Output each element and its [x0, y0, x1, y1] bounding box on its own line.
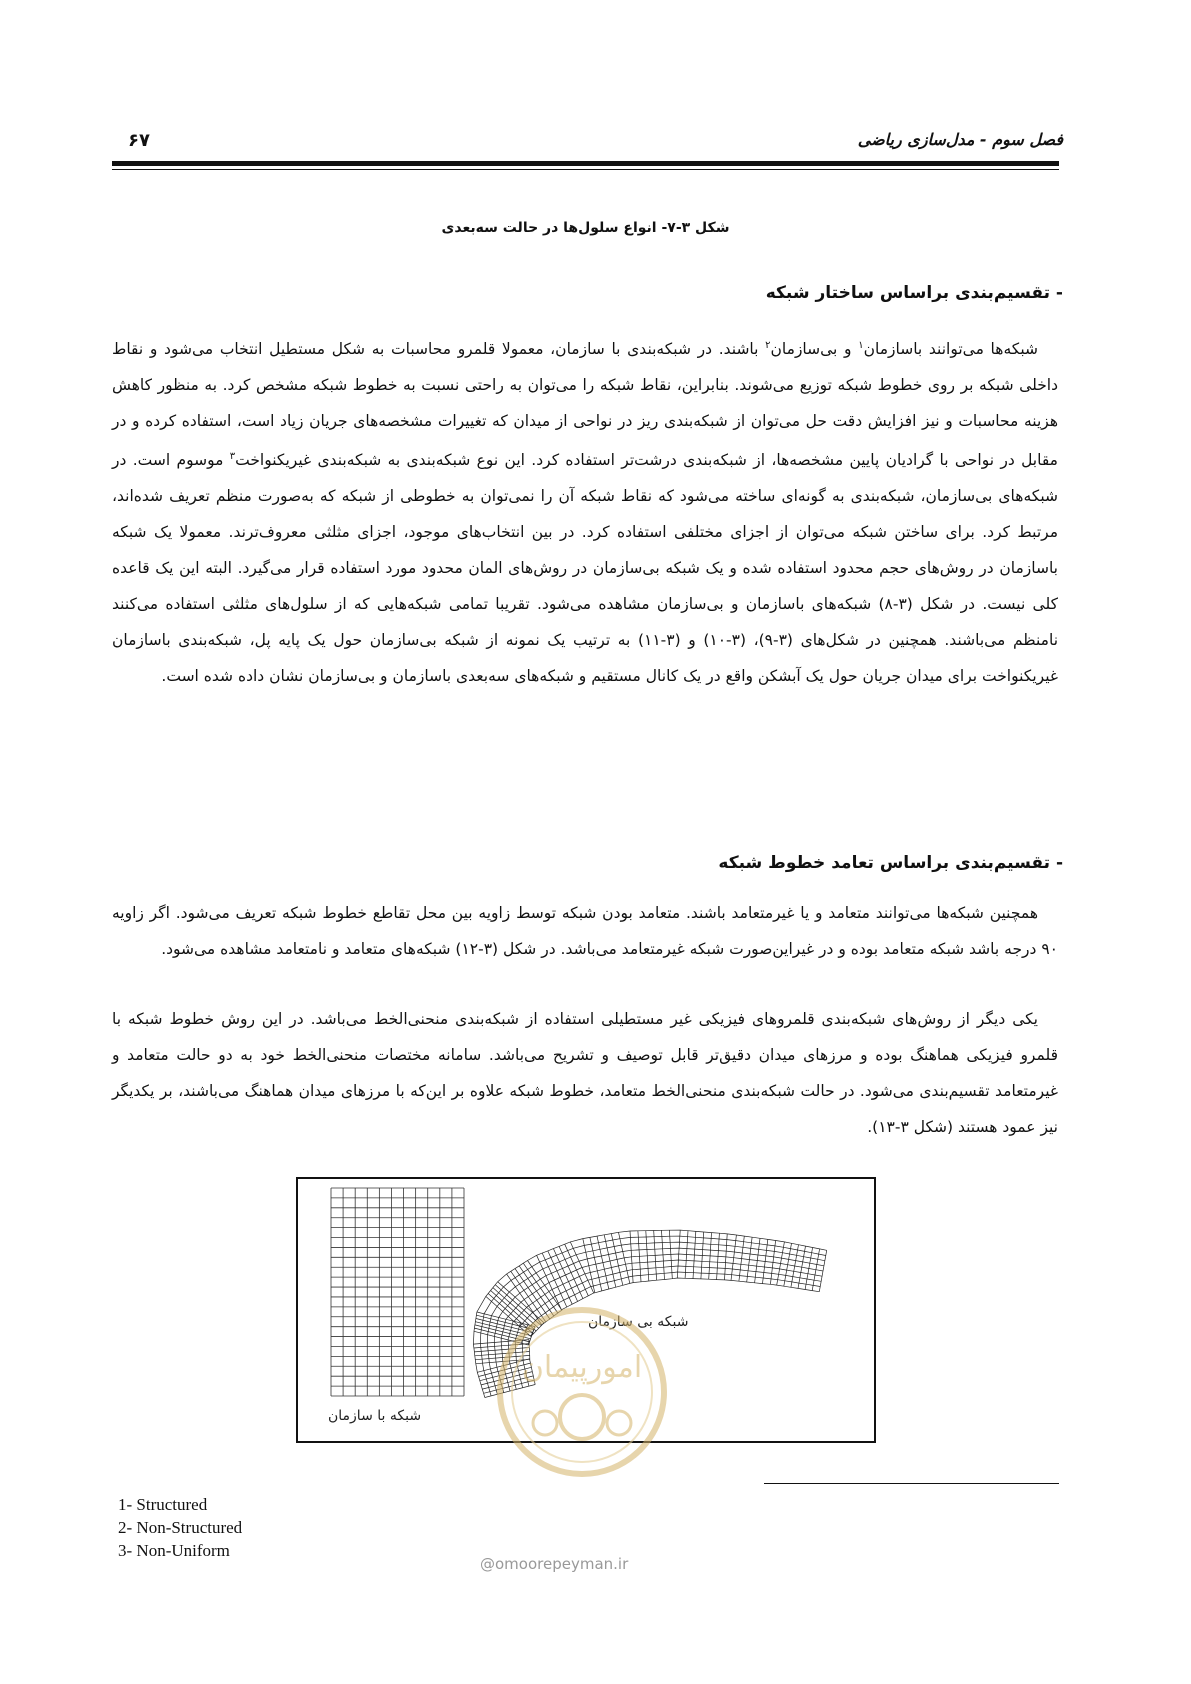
footnote-ref-2: ۲ — [765, 340, 771, 351]
grid-line — [812, 1249, 819, 1291]
grid-line — [565, 1244, 589, 1296]
grid-line — [805, 1248, 813, 1290]
page-number: ۶۷ — [128, 130, 150, 151]
grid-line — [570, 1242, 593, 1293]
footnote-ref-1: ۱ — [858, 340, 864, 351]
grid-line — [583, 1239, 595, 1293]
label-unstructured: شبکه بی سازمان — [588, 1314, 689, 1330]
grid-line — [542, 1253, 567, 1307]
para-text: و بی‌سازمان — [770, 340, 859, 359]
grid-line — [784, 1243, 792, 1286]
footnote-2: 2- Non-Structured — [118, 1518, 243, 1537]
grid-line — [597, 1236, 609, 1289]
para-text: شبکه‌ها می‌توانند باسازمان — [863, 340, 1038, 359]
grid-line — [553, 1249, 577, 1302]
header-rule — [112, 161, 1059, 166]
paragraph-orthogonality: همچنین شبکه‌ها می‌توانند متعامد و یا غیرمتعامد باشند. متعامد بودن شبکه توسط زاویه بین محل تقاطع خطوط شبکه تعریف می‌شود. اگر زاویه ۹۰ درجه باشد شبکه متعامد بوده و در غیراین‌صورت شبکه غیرمتعامد می‌باشد. در شکل (۳-۱۲) شبکه‌های متعامد و نامتعامد مشاهده می‌شود. — [112, 904, 1058, 958]
grid-line — [819, 1250, 826, 1291]
label-structured: شبکه با سازمان — [328, 1408, 422, 1424]
paragraph-structure — [112, 328, 1058, 694]
grid-line — [798, 1246, 806, 1288]
structured-grid — [331, 1188, 464, 1396]
grid-line — [537, 1255, 562, 1310]
watermark-seal — [495, 1305, 670, 1480]
chapter-title: فصل سوم - مدل‌سازی ریاضی — [857, 130, 1063, 149]
footnotes — [118, 1493, 242, 1562]
grid-line — [548, 1251, 572, 1304]
section-heading-structure: - تقسیم‌بندی براساس ساختار شبکه — [765, 283, 1063, 303]
watermark-url: @omoorepeyman.ir — [480, 1555, 629, 1573]
header-rule-thin — [112, 169, 1059, 170]
footnote-rule — [764, 1483, 1059, 1484]
footnote-ref-3: ۳ — [229, 451, 236, 463]
watermark-logo-text: امورپیمان — [521, 1350, 643, 1385]
para-text: باشند. در شبکه‌بندی با سازمان، معمولا قلمرو محاسبات به شکل مستطیل انتخاب می‌شود و نقاط داخلی شبکه بر روی خطوط شبکه توزیع می‌شوند. بنابراین، نقاط شبکه را می‌توان به راحتی نسبت به خطوط شبکه مشخص کرد. به منظور کاهش هزینه محاسبات و نیز افزایش دقت حل می‌توان از شبکه‌بندی ریز در نواحی از میدان که تغییرات مشخصه‌های جریان زیاد است، استفاده کرده و در مقابل در نواحی با گرادیان پایین مشخصه‌ها، از شبکه‌بندی درشت‌تر استفاده کرد. این نوع شبکه‌بندی به شبکه‌بندی غیریکنواخت — [112, 340, 1058, 470]
grid-line — [619, 1232, 630, 1283]
grid-line — [604, 1235, 616, 1287]
para-text: موسوم است. در شبکه‌های بی‌سازمان، شبکه‌بندی به گونه‌ای ساخته می‌شود که نقاط شبکه آن را نمی‌توان به خطوطی از شبکه که به‌صورت منظم تعریف شده‌اند، مرتبط کرد. برای ساختن شبکه می‌توان از اجزای مختلفی استفاده کرد. در بین انتخاب‌های موجود، اجزای مثلثی معروف‌ترند. معمولا یک شبکه باسازمان در روش‌های حجم محدود استفاده شده و یک شبکه بی‌سازمان در روش‌های المان محدود مورد استفاده قرار می‌گیرد. البته این یک قاعده کلی نیست. در شکل (۳-۸) شبکه‌های باسازمان و بی‌سازمان مشاهده می‌شود. تقریبا تمامی شبکه‌هایی که از سلول‌های مثلثی استفاده می‌کنند نامنظم می‌باشند. همچنین در شکل‌های (۳-۹)، (۳-۱۰) و (۳-۱۱) به ترتیب یک نمونه از شبکه بی‌سازمان حول یک پایه پل، شبکه‌بندی باسازمان غیریکنواخت برای میدان جریان حول یک آبشکن واقع در یک کانال مستقیم و شبکه‌های سه‌بعدی باسازمان و بی‌سازمان نشان داده شده است. — [112, 451, 1059, 686]
grid-line — [777, 1242, 785, 1285]
grid-line — [590, 1237, 602, 1291]
footnote-3: 3- Non-Uniform — [118, 1541, 230, 1560]
figure-caption: شکل ۳-۷- انواع سلول‌ها در حالت سه‌بعدی — [441, 220, 730, 236]
grid-line — [791, 1245, 799, 1288]
footnote-1: 1- Structured — [118, 1495, 208, 1514]
paragraph-curvilinear: یکی دیگر از روش‌های شبکه‌بندی قلمروهای فیزیکی غیر مستطیلی استفاده از شبکه‌بندی منحنی‌الخط می‌باشد. در این روش خطوط شبکه با قلمرو فیزیکی هماهنگ بوده و مرزهای میدان دقیق‌تر قابل توصیف و تشریح می‌باشد. سامانه مختصات منحنی‌الخط خود به دو حالت متعامد و غیرمتعامد تقسیم‌بندی می‌شود. در حالت شبکه‌بندی منحنی‌الخط متعامد، خطوط شبکه علاوه بر این‌که با مرزهای میدان هماهنگ می‌باشند، بر یکدیگر نیز عمود هستند (شکل ۳-۱۳). — [112, 1010, 1058, 1136]
section-heading-orthogonality: - تقسیم‌بندی براساس تعامد خطوط شبکه — [718, 853, 1063, 873]
grid-line — [611, 1234, 623, 1286]
